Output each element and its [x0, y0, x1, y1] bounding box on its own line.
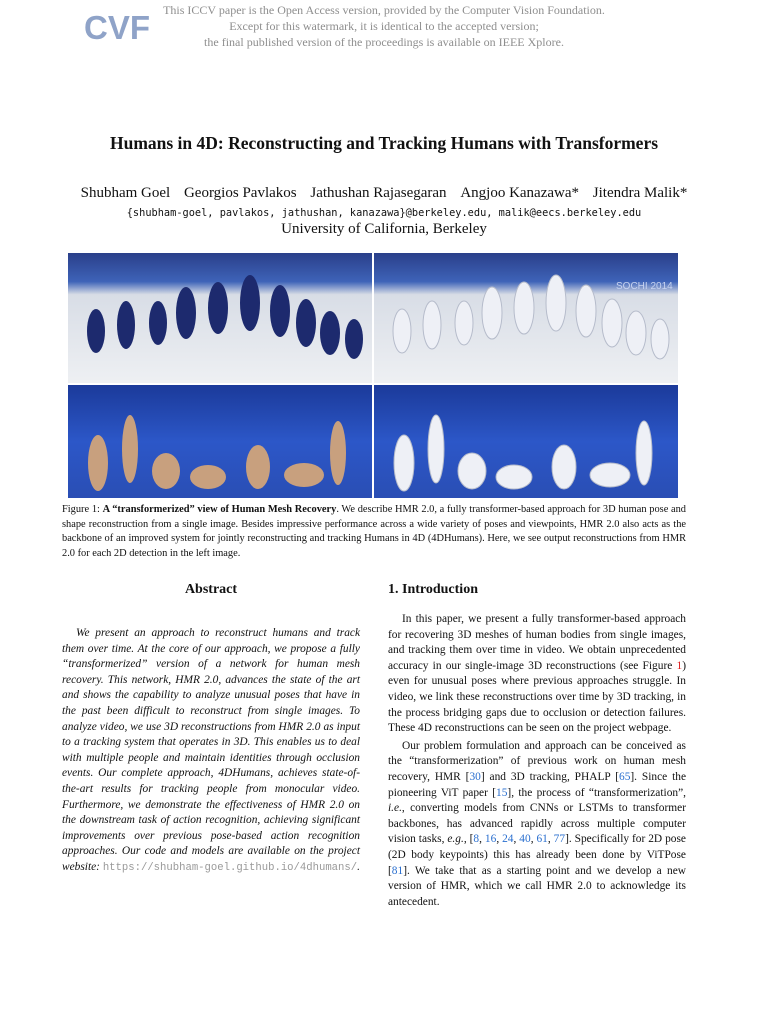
author: Angjoo Kanazawa*: [460, 185, 580, 201]
citation-link[interactable]: 16: [484, 833, 497, 846]
citation-link[interactable]: 61: [536, 833, 548, 846]
abstract-text: We present an approach to reconstruct humans and track them over time. At the core of our approach, we propose a fully “transformerized” version of a network for human mesh recovery. This network, HMR 2.0, advances the state of the art and shows the capability to analyze unusual poses that have in the past been difficult to reconstruct from single images. To analyze video, we use 3D reconstructions from HMR 2.0 as input to a tracking system that operates in 3D. This enables us to deal with multiple people and maintain identities through occlusion events. Our complete approach, 4DHumans, achieves state-of-the-art results for tracking people from monocular video. Furthermore, we demonstrate the effectiveness of HMR 2.0 on the downstream task of action recognition, achieving significant improvements over previous pose-based action recognition approaches. Our code and models are available on the project website:: [62, 627, 360, 873]
abstract-heading: Abstract: [184, 582, 238, 597]
citation-link[interactable]: 40: [519, 833, 531, 846]
author: Jathushan Rajasegaran: [310, 185, 447, 201]
intro-text: ], the process of “transformerization”,: [507, 786, 686, 799]
intro-text: ]. We take that as a starting point and we develop a new version of HMR, which we call HMR 2.0 to acknowledge its antecedent.: [388, 864, 686, 908]
citation-link[interactable]: 77: [553, 833, 566, 846]
caption-label: Figure 1:: [62, 504, 100, 515]
intro-paragraph: [388, 612, 686, 737]
paper-title: Humans in 4D: Reconstructing and Tracking Humans with Transformers: [109, 133, 659, 153]
watermark-line: This ICCV paper is the Open Access version, provided by the Computer Vision Foundation.: [163, 3, 605, 17]
intro-text: , [: [463, 833, 474, 846]
author: Jitendra Malik*: [592, 185, 688, 201]
intro-text: ) even for unusual poses where previous approaches struggle. In video, we link these reconstructions over time by 3D tracking, in the process bridging gaps due to occlusion or detection failures. These 4D reconstructions can be seen on the project webpage.: [388, 659, 686, 735]
banner-text: SOCHI 2014: [616, 281, 673, 292]
affiliation: University of California, Berkeley: [281, 221, 487, 237]
citation-link[interactable]: 15: [496, 786, 508, 799]
figure-caption: [62, 503, 686, 561]
intro-text: ]. Specifically for 2D pose (2D body keypoints) this has already been done by ViTPose [: [388, 833, 686, 877]
citation-link[interactable]: 8: [473, 833, 480, 846]
caption-title: A “transformerized” view of Human Mesh Recovery: [102, 504, 337, 515]
citation-link[interactable]: 81: [391, 864, 404, 877]
intro-text: Our problem formulation and approach can be conceived as the “transformerization” of previous work on human mesh recovery, HMR [: [388, 739, 686, 783]
teaser-figure: [68, 253, 678, 498]
intro-text: ]. Since the pioneering ViT paper [: [388, 770, 687, 799]
abstract-end: .: [357, 860, 360, 873]
intro-text: In this paper, we present a fully transformer-based approach for recovering 3D meshes of human bodies from single images, and tracking them over time in video. We obtain unprecedented accuracy in our single-image 3D reconstructions (see Figure: [388, 613, 686, 672]
intro-text: , converting models from CNNs or LSTMs to transformer backbones, has advanced rapidly across multiple computer vision tasks,: [388, 802, 686, 846]
caption-text: . We describe HMR 2.0, a fully transformer-based approach for 3D human pose and shape reconstruction from a single image. Besides impressive performance across a wide variety of poses and viewpoints, HMR 2.0 also acts as the backbone of an improved system for jointly reconstructing and tracking Humans in 4D (4DHumans). Here, we see output reconstructions from HMR 2.0 for each 2D detection in the left image.: [62, 504, 687, 559]
watermark-line: the final published version of the proceedings is available on IEEE Xplore.: [204, 35, 564, 49]
author: Shubham Goel: [80, 185, 171, 201]
figure-ref-link[interactable]: 1: [676, 659, 683, 672]
citation-link[interactable]: 24: [502, 833, 514, 846]
intro-text: i.e.: [388, 802, 402, 815]
intro-paragraph: Our problem formulation and approach can be conceived as the “transformerization” of previous work on human mesh recovery, HMR [30] and 3D tracking, PHALP [65]. Since the pioneering ViT paper [15], the process of “transformerization”, i.e., converting models from CNNs or LSTMs to transformer backbones, has advanced rapidly across multiple computer vision tasks, e.g., [8, 16, 24, 40, 61, 77]. Specifically for 2D pose (2D body keypoints) this has already been done by ViTPose [81]. We take that as a starting point and we develop a new version of HMR, which we call HMR 2.0 to acknowledge its antecedent.: [388, 739, 687, 908]
citation-link[interactable]: 65: [619, 770, 631, 783]
intro-text: e.g.: [447, 833, 464, 846]
intro-text: ] and 3D tracking, PHALP [: [480, 770, 619, 783]
svg-text:CVF: CVF: [84, 9, 150, 46]
watermark-line: Except for this watermark, it is identical to the accepted version;: [229, 19, 539, 33]
project-url-link[interactable]: https://shubham-goel.github.io/4dhumans/: [102, 861, 358, 874]
intro-body: [388, 612, 686, 912]
abstract-body: [62, 626, 360, 877]
author-list: [0, 185, 768, 202]
author-emails: {shubham-goel, pavlakos, jathushan, kanazawa}@berkeley.edu, malik@eecs.berkeley.edu: [126, 207, 642, 219]
watermark-notice: [0, 2, 768, 50]
intro-heading: 1. Introduction: [388, 582, 478, 597]
citation-link[interactable]: 30: [469, 770, 481, 783]
author: Georgios Pavlakos: [183, 185, 297, 201]
